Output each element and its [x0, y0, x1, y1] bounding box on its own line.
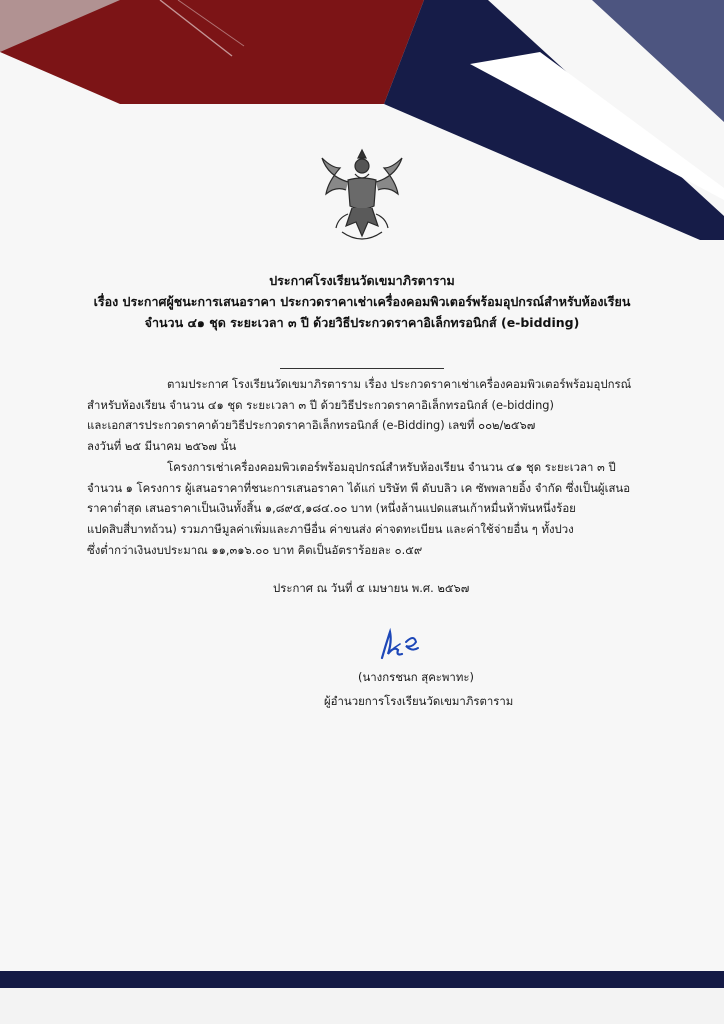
- paragraph-2-line: ราคาต่ำสุด เสนอราคาเป็นเงินทั้งสิ้น ๑,๘๙๕,๑๘๔.๐๐ บาท (หนึ่งล้านแปดแสนเก้าหมื่นห้าพันหนึ่งร้อย: [87, 501, 576, 516]
- footer-bar: [0, 971, 724, 988]
- garuda-emblem-icon: [318, 146, 406, 246]
- signature-image: [372, 624, 432, 664]
- paragraph-1: [87, 374, 638, 457]
- title-line-3: จำนวน ๔๑ ชุด ระยะเวลา ๓ ปี ด้วยวิธีประกวดราคาอิเล็กทรอนิกส์ (e-bidding): [144, 315, 580, 330]
- paragraph-2-line: แปดสิบสี่บาทถ้วน) รวมภาษีมูลค่าเพิ่มและภาษีอื่น ค่าขนส่ง ค่าจดทะเบียน และค่าใช้จ่ายอื่น ๆ ทั้งปวง: [87, 521, 574, 536]
- paragraph-2: [87, 457, 638, 561]
- paragraph-2-line: ซึ่งต่ำกว่าเงินงบประมาณ ๑๑,๓๑๖.๐๐ บาท คิดเป็นอัตราร้อยละ ๐.๕๙: [87, 542, 423, 557]
- footer-strip: [0, 988, 724, 1024]
- paragraph-1-line: สำหรับห้องเรียน จำนวน ๔๑ ชุด ระยะเวลา ๓ ปี ด้วยวิธีประกวดราคาอิเล็กทรอนิกส์ (e-bidding): [87, 397, 554, 412]
- paragraph-1-line: ลงวันที่ ๒๕ มีนาคม ๒๕๖๗ นั้น: [87, 439, 237, 454]
- paragraph-1-line: ตามประกาศ โรงเรียนวัดเขมาภิรตาราม เรื่อง ประกวดราคาเช่าเครื่องคอมพิวเตอร์พร้อมอุปกรณ์: [167, 377, 632, 391]
- paragraph-2-line: โครงการเช่าเครื่องคอมพิวเตอร์พร้อมอุปกรณ์สำหรับห้องเรียน จำนวน ๔๑ ชุด ระยะเวลา ๓ ปี: [167, 459, 616, 474]
- title-divider: [280, 368, 444, 369]
- signer-title: ผู้อำนวยการโรงเรียนวัดเขมาภิรตาราม: [324, 694, 514, 708]
- paragraph-1-line: และเอกสารประกวดราคาด้วยวิธีประกวดราคาอิเล็กทรอนิกส์ (e-Bidding) เลขที่ ๐๐๒/๒๕๖๗: [87, 418, 536, 433]
- issue-date: ประกาศ ณ วันที่ ๕ เมษายน พ.ศ. ๒๕๖๗: [273, 581, 470, 595]
- title-line-1: ประกาศโรงเรียนวัดเขมาภิรตาราม: [269, 273, 455, 288]
- title-line-2: เรื่อง ประกาศผู้ชนะการเสนอราคา ประกวดราคาเช่าเครื่องคอมพิวเตอร์พร้อมอุปกรณ์สำหรับห้องเรียน: [93, 294, 631, 309]
- signer-name: (นางกรชนก สุคะพาทะ): [358, 670, 474, 684]
- paragraph-2-line: จำนวน ๑ โครงการ ผู้เสนอราคาที่ชนะการเสนอราคา ได้แก่ บริษัท พี ดับบลิว เค ซัพพลายอิ้ง จำกัด ซึ่งเป็นผู้เสนอ: [87, 480, 631, 495]
- announcement-title: [60, 270, 664, 333]
- announcement-body: [87, 374, 638, 560]
